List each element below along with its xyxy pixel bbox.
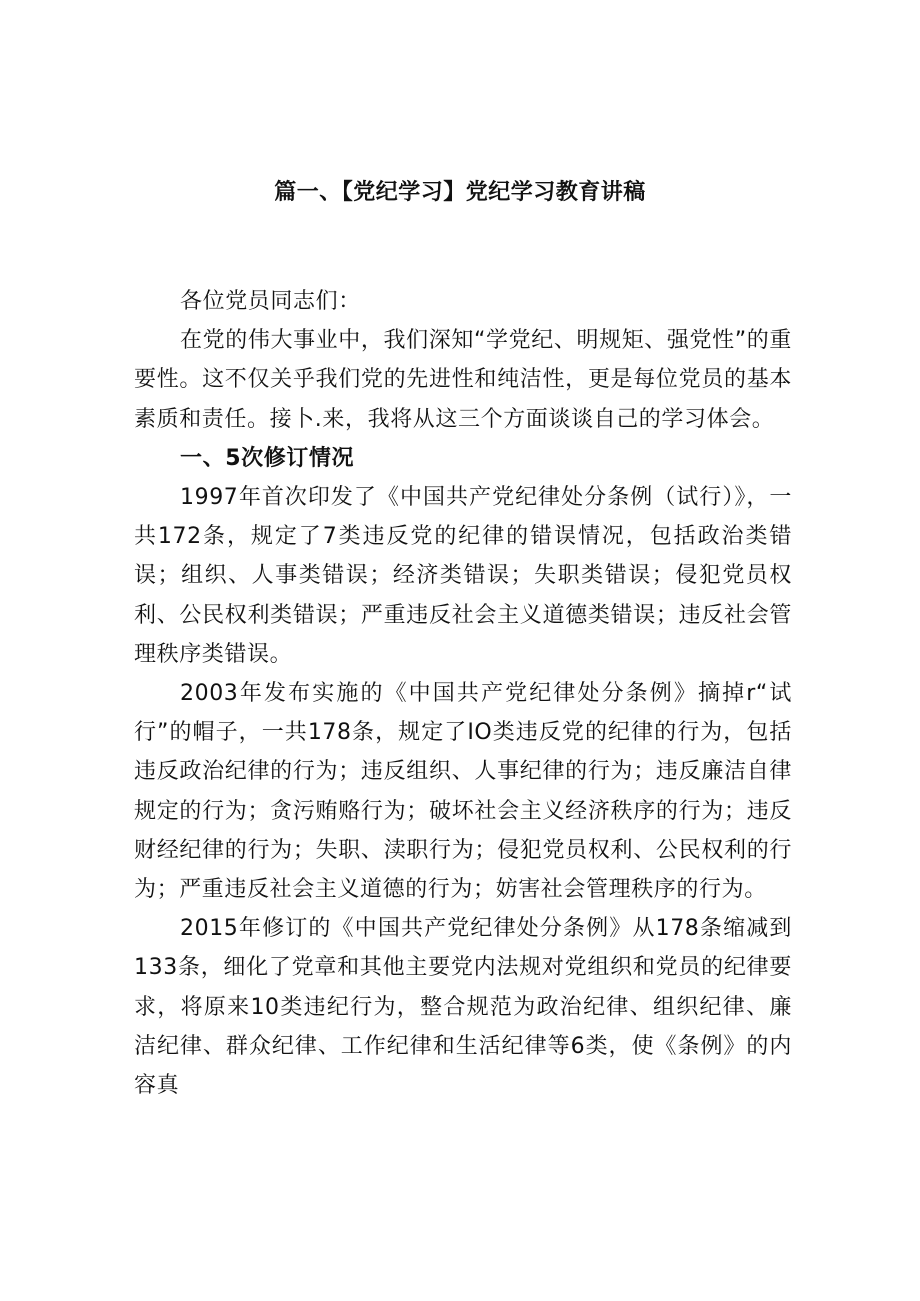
intro-paragraph: 在党的伟大事业中，我们深知“学党纪、明规矩、强党性”的重要性。这不仅关乎我们党的先进性和纯洁性，更是每位党员的基本素质和责任。接卜.来，我将从这三个方面谈谈自己的学习体会。 — [134, 328, 792, 432]
document-body — [134, 282, 792, 1105]
revision-2015-paragraph: 2015年修订的《中国共产党纪律处分条例》从178条缩减到133条，细化了党章和其他主要党内法规对党组织和党员的纪律要求，将原来10类违纪行为，整合规范为政治纪律、组织纪律、廉洁纪律、群众纪律、工作纪律和生活纪律等6类，使《条例》的内容真 — [134, 916, 792, 1099]
salutation-paragraph: 各位党员同志们： — [180, 289, 361, 314]
revision-2003-paragraph: 2003年发布实施的《中国共产党纪律处分条例》摘掉r“试行”的帽子，一共178条，规定了IO类违反党的纪律的行为，包括违反政治纪律的行为；违反组织、人事纪律的行为；违反廉洁自律规定的行为；贪污贿赂行为；破坏社会主义经济秩序的行为；违反财经纪律的行为；失职、渎职行为；侵犯党员权利、公民权利的行为；严重违反社会主义道德的行为；妨害社会管理秩序的行为。 — [134, 681, 792, 903]
revision-1997-paragraph: 1997年首次印发了《中国共产党纪律处分条例（试行）》，一共172条，规定了7类违反党的纪律的错误情况，包括政治类错误；组织、人事类错误；经济类错误；失职类错误；侵犯党员权利、公民权利类错误；严重违反社会主义道德类错误；违反社会管理秩序类错误。 — [134, 485, 792, 667]
section-heading: 一、5次修订情况 — [180, 445, 355, 471]
document-title: 篇一、【党纪学习】党纪学习教育讲稿 — [274, 180, 646, 205]
